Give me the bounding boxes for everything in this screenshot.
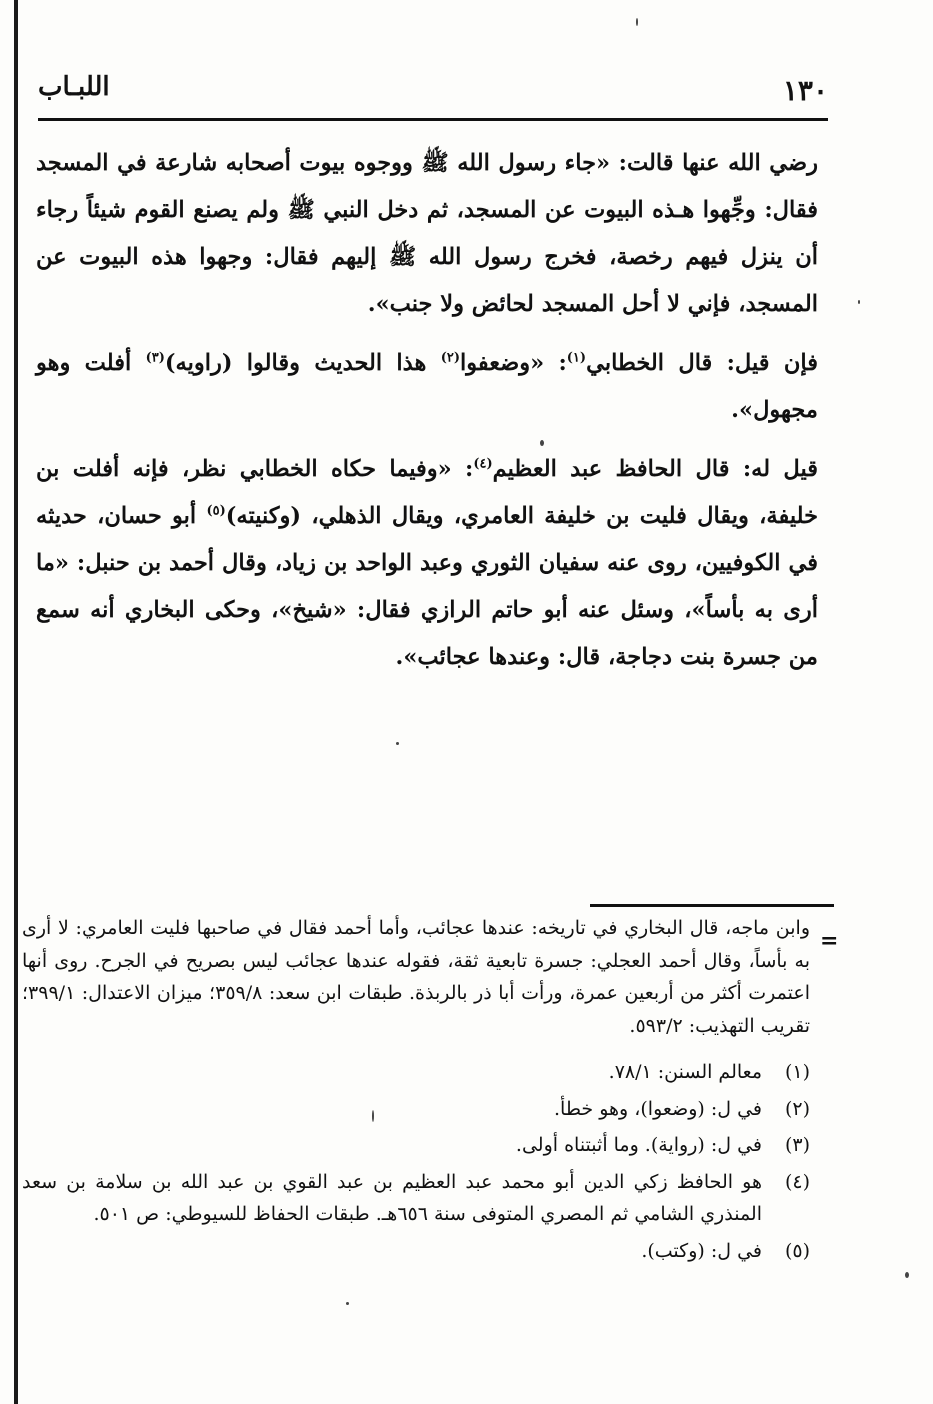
footnote-number: (٥) — [784, 1239, 810, 1262]
main-text — [36, 140, 818, 693]
page-header — [38, 64, 828, 124]
scan-speck — [346, 1302, 349, 1305]
footnote-separator — [590, 904, 834, 907]
footnote-item — [22, 1235, 810, 1268]
scan-speck — [372, 1110, 374, 1122]
running-title: اللبـاب — [38, 72, 110, 102]
footnote-text: في ل: (رواية). وما أثبتناه أولى. — [515, 1134, 762, 1156]
paragraph-segment: : «وفيما حكاه الخطابي نظر، فإنه أفلت بن خليفة، ويقال فليت بن خليفة العامري، ويقال الذهلي، (وكنيته) — [36, 456, 819, 529]
footnote-marker-4: (٤) — [473, 456, 493, 472]
footnote-continuation: وابن ماجه، قال البخاري في تاريخه: عندها عجائب، وأما أحمد فقال في صاحبها فليت العامري: لا أرى به بأساً، وقال أحمد العجلي: جسرة تابعية ثقة، فقوله عندها عجائب ليس بصريح في الجرح. روى أنها اعتمرت أكثر من أربعين عمرة، ورأت أبا ذر بالربذة. طبقات ابن سعد: ٣٥٩/٨؛ ميزان الاعتدال: ٣٩٩/١؛ تقريب التهذيب: ٥٩٣/٢. — [22, 917, 810, 1037]
scan-edge-line — [14, 0, 18, 1404]
paragraph-segment: أبو حسان، حديثه في الكوفيين، روى عنه سفيان الثوري وعبد الواحد بن زياد، وقال أحمد بن حنبل: «ما أرى به بأساً»، وسئل عنه أبو حاتم الرازي فقال: «شيخ»، وحكى البخاري أنه سمع من جسرة بنت دجاجة، قال: وعندها عجائب». — [36, 503, 818, 670]
paragraph-text: رضي الله عنها قالت: «جاء رسول الله ﷺ ووجوه بيوت أصحابه شارعة في المسجد فقال: وجِّهوا هـذه البيوت عن المسجد، ثم دخل النبي ﷺ ولم يصنع القوم شيئاً رجاء أن ينزل فيهم رخصة، فخرج رسول الله ﷺ إليهم فقال: وجهوا هذه البيوت عن المسجد، فإني لا أحل المسجد لحائض ولا جنب». — [36, 150, 818, 317]
footnotes-section — [22, 912, 810, 1271]
paragraph-segment: هذا الحديث وقالوا (راويه) — [164, 350, 441, 376]
footnote-marker-1: (١) — [566, 350, 587, 366]
footnote-item — [22, 1166, 810, 1231]
scan-speck — [858, 300, 860, 304]
footnote-number: (٣) — [784, 1134, 810, 1156]
paragraph-objection — [36, 340, 818, 434]
footnote-marker-2: (٢) — [440, 350, 460, 366]
footnote-number: (٤) — [784, 1170, 810, 1193]
scan-speck — [396, 742, 399, 745]
footnote-text: هو الحافظ زكي الدين أبو محمد عبد العظيم بن عبد القوي بن عبد الله بن سلامة بن سعد المنذري الشامي ثم المصري المتوفى سنة ٦٥٦هـ. طبقات الحفاظ للسيوطي: ص ٥٠١. — [22, 1170, 762, 1225]
paragraph-segment: فإن قيل: قال الخطابي — [586, 350, 818, 376]
footnote-item — [22, 1129, 810, 1162]
footnote-continuation-marker: = — [820, 928, 839, 954]
footnote-text: معالم السنن: ٧٨/١. — [608, 1061, 762, 1083]
footnote-list — [22, 1056, 810, 1267]
header-rule — [38, 118, 828, 121]
footnote-item — [22, 1093, 810, 1126]
scan-speck — [905, 1272, 909, 1278]
footnote-text: في ل: (وكتب). — [641, 1239, 762, 1262]
footnote-marker-3: (٣) — [145, 350, 165, 366]
paragraph-segment: قيل له: قال الحافظ عبد العظيم — [492, 456, 818, 482]
scan-speck — [636, 18, 638, 26]
footnote-text: في ل: (وضعوا)، وهو خطأ. — [554, 1097, 762, 1120]
scan-speck — [540, 440, 544, 446]
paragraph-response — [36, 446, 818, 681]
page-number: ١٣٠ — [782, 74, 828, 107]
paragraph-hadith — [36, 140, 818, 328]
paragraph-segment: : «وضعفوا — [459, 350, 567, 376]
footnote-number: (٢) — [784, 1097, 810, 1120]
footnote-marker-5: (٥) — [206, 503, 226, 519]
footnote-number: (١) — [784, 1061, 810, 1083]
footnote-item — [22, 1056, 810, 1089]
paragraph-segment: أفلت وهو مجهول». — [36, 350, 818, 423]
